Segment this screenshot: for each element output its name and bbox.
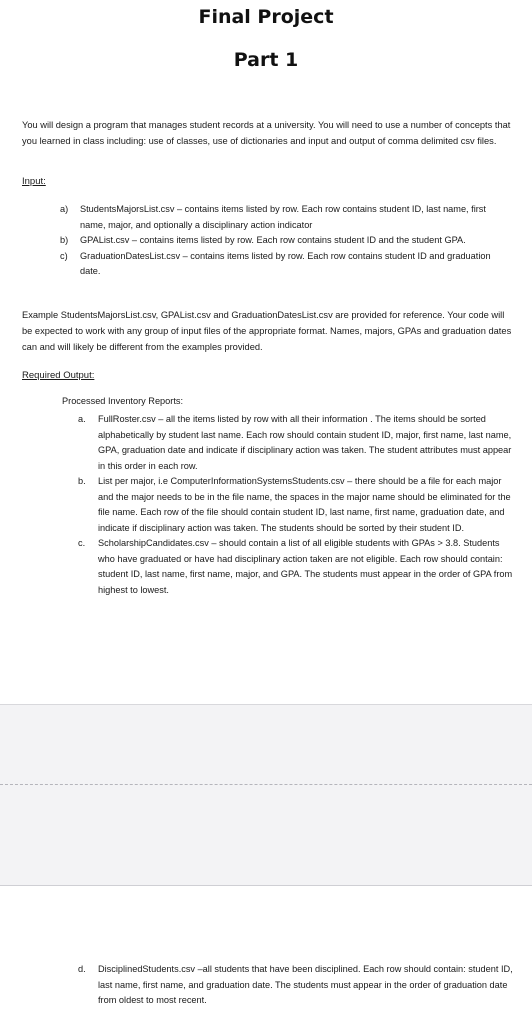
processed-label: Processed Inventory Reports:: [62, 396, 184, 406]
input-list: [60, 202, 512, 280]
list-item: [60, 202, 512, 233]
page-break-gap: [0, 704, 532, 886]
list-item: [60, 249, 512, 280]
list-item: [78, 474, 516, 536]
example-paragraph: Example StudentsMajorsList.csv, GPAList.csv and GraduationDatesList.csv are provided for reference. Your code will be expected to work with any group of input files of the appropriate format. Names, majors, GPAs and graduation dates can and will likely be different from the examples provided.: [22, 310, 512, 352]
list-item: [78, 412, 516, 474]
list-item: [78, 962, 516, 1009]
list-item-text: List per major, i.e ComputerInformationSystemsStudents.csv – there should be a file for each major and the major needs to be in the file name, the spaces in the major name should be eliminated for the file name. Each row of the file should contain student ID, last name, first name, graduation date, and indicate if disciplinary action was taken. The students should be sorted by their student ID.: [98, 476, 511, 533]
list-marker: c): [60, 250, 68, 261]
list-item-text: GPAList.csv – contains items listed by row. Each row contains student ID and the student GPA.: [80, 235, 466, 246]
document-subtitle: Part 1: [233, 49, 299, 71]
input-heading: Input:: [22, 176, 46, 187]
list-marker: b.: [78, 476, 86, 486]
document-page-2: [0, 886, 532, 1024]
list-item-text: GraduationDatesList.csv – contains items listed by row. Each row contains student ID and graduation date.: [80, 250, 491, 277]
output-heading: Required Output:: [22, 370, 95, 381]
list-marker: d.: [78, 964, 86, 974]
list-item: [60, 233, 512, 249]
list-marker: a.: [78, 414, 86, 424]
list-item: [78, 536, 516, 598]
document-title: Final Project: [198, 6, 334, 28]
page-break-line: [0, 784, 532, 785]
list-item-text: StudentsMajorsList.csv – contains items listed by row. Each row contains student ID, last name, first name, major, and optionally a disciplinary action indicator: [80, 204, 486, 230]
list-item-text: ScholarshipCandidates.csv – should contain a list of all eligible students with GPAs > 3.8. Students who have graduated or have had disciplinary action taken are not eligible. Each row should contain: student ID, last name, first name, major, and GPA. The students must appear in the order of GPA from highest to lowest.: [98, 538, 513, 595]
intro-paragraph: You will design a program that manages student records at a university. You will need to use a number of concepts that you learned in class including: use of classes, use of dictionaries and input and output of comma delimited csv files.: [22, 120, 511, 146]
list-marker: c.: [78, 538, 86, 548]
list-item-text: FullRoster.csv – all the items listed by row with all their information . The items should be sorted alphabetically by student last name. Each row should contain student ID, major, first name, last name, GPA, graduation date and indicate if disciplinary action was taken. The student attributes must appear in this order in each row.: [98, 414, 512, 471]
output-list: [78, 412, 516, 598]
list-marker: b): [60, 235, 69, 246]
list-marker: a): [60, 204, 69, 214]
list-item-text: DisciplinedStudents.csv –all students that have been disciplined. Each row should contain: student ID, last name, first name, and graduation date. The students must appear in the order of graduation date from oldest to most recent.: [98, 964, 513, 1005]
output-list-continued: [78, 962, 516, 1009]
